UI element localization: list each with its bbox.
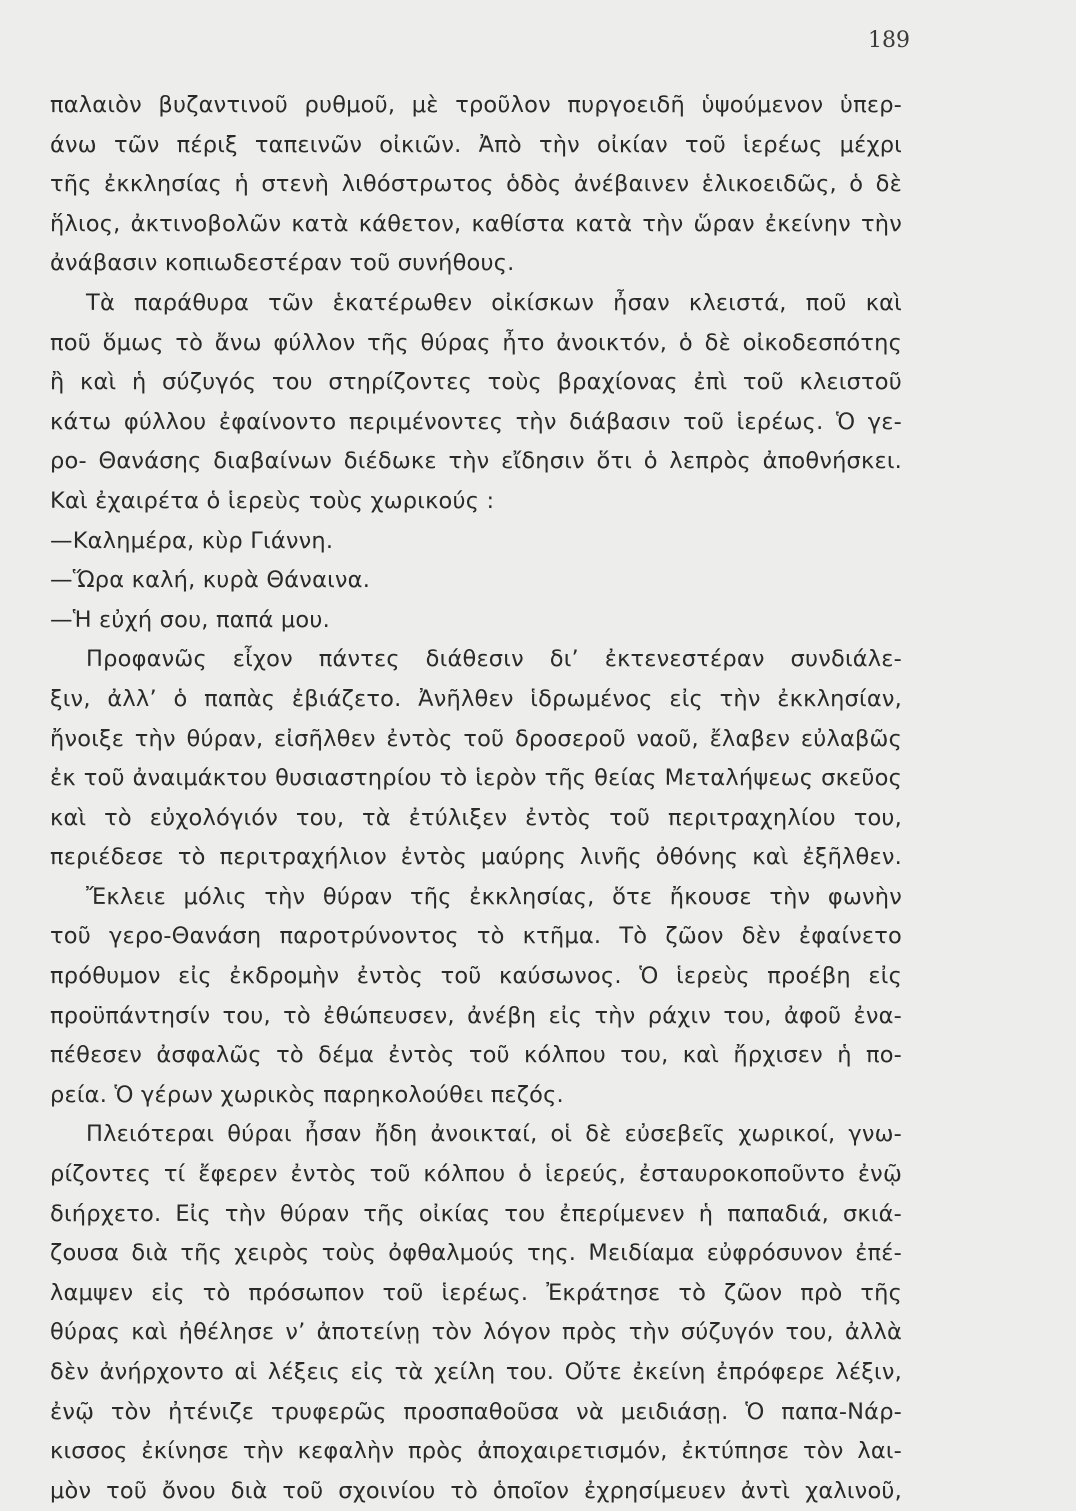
text-line: προϋπάντησίν του, τὸ ἐθώπευσεν, ἀνέβη εἰς τὴν ράχιν του, ἀφοῦ ἐνα- [50,1002,902,1029]
text-line: Τὰ παράθυρα τῶν ἑκατέρωθεν οἰκίσκων ἦσαν κλειστά, ποῦ καὶ [86,289,902,316]
text-line: ἐνῷ τὸν ἠτένιζε τρυφερῶς προσπαθοῦσα νὰ μειδιάσῃ. Ὁ παπα-Νάρ- [50,1398,902,1425]
text-line: ἀνάβασιν κοπιωδεστέραν τοῦ συνήθους. [50,250,515,277]
text-line: τῆς ἐκκλησίας ἡ στενὴ λιθόστρωτος ὁδὸς ἀνέβαινεν ἑλικοειδῶς, ὁ δὲ [50,171,902,198]
text-line: κισσος ἐκίνησε τὴν κεφαλὴν πρὸς ἀποχαιρετισμόν, ἐκτύπησε τὸν λαι- [50,1438,902,1465]
text-line: θύρας καὶ ἠθέλησε ν’ ἀποτείνῃ τὸν λόγον πρὸς τὴν σύζυγόν του, ἀλλὰ [50,1319,902,1346]
text-line: Καὶ ἐχαιρέτα ὁ ἱερεὺς τοὺς χωρικούς : [50,487,495,514]
text-line: κάτω φύλλου ἐφαίνοντο περιμένοντες τὴν διάβασιν τοῦ ἱερέως. Ὁ γε- [50,408,902,435]
text-line: ρο- Θανάσης διαβαίνων διέδωκε τὴν εἴδησιν ὅτι ὁ λεπρὸς ἀποθνήσκει. [50,448,902,475]
text-line: Προφανῶς εἶχον πάντες διάθεσιν δι’ ἐκτενεστέραν συνδιάλε- [86,646,902,673]
text-line: ἐκ τοῦ ἀναιμάκτου θυσιαστηρίου τὸ ἱερὸν τῆς θείας Μεταλήψεως σκεῦος [50,765,902,792]
text-line: Ἔκλειε μόλις τὴν θύραν τῆς ἐκκλησίας, ὅτε ἤκουσε τὴν φωνὴν [86,883,902,910]
text-line: ρεία. Ὁ γέρων χωρικὸς παρηκολούθει πεζός. [50,1081,564,1108]
text-line: τοῦ γερο-Θανάση παροτρύνοντος τὸ κτῆμα. Τὸ ζῶον δὲν ἐφαίνετο [50,923,902,950]
text-line: ξιν, ἀλλ’ ὁ παπὰς ἐβιάζετο. Ἀνῆλθεν ἱδρωμένος εἰς τὴν ἐκκλησίαν, [50,685,902,712]
text-line: παλαιὸν βυζαντινοῦ ρυθμοῦ, μὲ τροῦλον πυργοειδῆ ὑψούμενον ὑπερ- [50,92,902,118]
text-line: πρόθυμον εἰς ἐκδρομὴν ἐντὸς τοῦ καύσωνος. Ὁ ἱερεὺς προέβη εἰς [50,963,902,990]
text-line: ποῦ ὅμως τὸ ἄνω φύλλον τῆς θύρας ἦτο ἀνοικτόν, ὁ δὲ οἰκοδεσπότης [50,329,902,356]
text-line: —Ἡ εὐχή σου, παπά μου. [50,606,330,633]
text-line: —Καλημέρα, κὺρ Γιάννη. [50,527,334,554]
text-line: ρίζοντες τί ἔφερεν ἐντὸς τοῦ κόλπου ὁ ἱερεύς, ἐσταυροκοποῦντο ἐνῷ [50,1161,902,1188]
text-line: —Ὥρα καλή, κυρὰ Θάναινα. [50,567,371,594]
text-line: περιέδεσε τὸ περιτραχήλιον ἐντὸς μαύρης λινῆς ὀθόνης καὶ ἐξῆλθεν. [50,844,902,871]
text-line: καὶ τὸ εὐχολόγιόν του, τὰ ἐτύλιξεν ἐντὸς τοῦ περιτραχηλίου του, [50,804,902,831]
text-line: δὲν ἀνήρχοντο αἱ λέξεις εἰς τὰ χείλη του. Οὔτε ἐκείνη ἐπρόφερε λέξιν, [50,1359,902,1385]
page-number: 189 [868,28,910,53]
body-text [50,86,902,1511]
text-line: ἥλιος, ἀκτινοβολῶν κατὰ κάθετον, καθίστα κατὰ τὴν ὥραν ἐκείνην τὴν [50,210,902,237]
text-line: μὸν τοῦ ὄνου διὰ τοῦ σχοινίου τὸ ὁποῖον ἐχρησίμευεν ἀντὶ χαλινοῦ, [50,1477,902,1504]
text-line: Πλειότεραι θύραι ἦσαν ἤδη ἀνοικταί, οἱ δὲ εὐσεβεῖς χωρικοί, γνω- [86,1121,902,1148]
text-line: ἤνοιξε τὴν θύραν, εἰσῆλθεν ἐντὸς τοῦ δροσεροῦ ναοῦ, ἔλαβεν εὐλαβῶς [50,725,902,752]
text-line: λαμψεν εἰς τὸ πρόσωπον τοῦ ἱερέως. Ἐκράτησε τὸ ζῶον πρὸ τῆς [50,1279,902,1306]
text-line: άνω τῶν πέριξ ταπεινῶν οἰκιῶν. Ἀπὸ τὴν οἰκίαν τοῦ ἱερέως μέχρι [50,131,902,158]
text-line: ἢ καὶ ἡ σύζυγός του στηρίζοντες τοὺς βραχίονας ἐπὶ τοῦ κλειστοῦ [50,369,902,396]
text-line: διήρχετο. Εἰς τὴν θύραν τῆς οἰκίας του ἐπερίμενεν ἡ παπαδιά, σκιά- [50,1200,902,1227]
text-line: πέθεσεν ἀσφαλῶς τὸ δέμα ἐντὸς τοῦ κόλπου του, καὶ ἤρχισεν ἡ πο- [50,1042,902,1069]
text-line: ζουσα διὰ τῆς χειρὸς τοὺς ὀφθαλμούς της. Μειδίαμα εὐφρόσυνον ἐπέ- [50,1240,902,1267]
